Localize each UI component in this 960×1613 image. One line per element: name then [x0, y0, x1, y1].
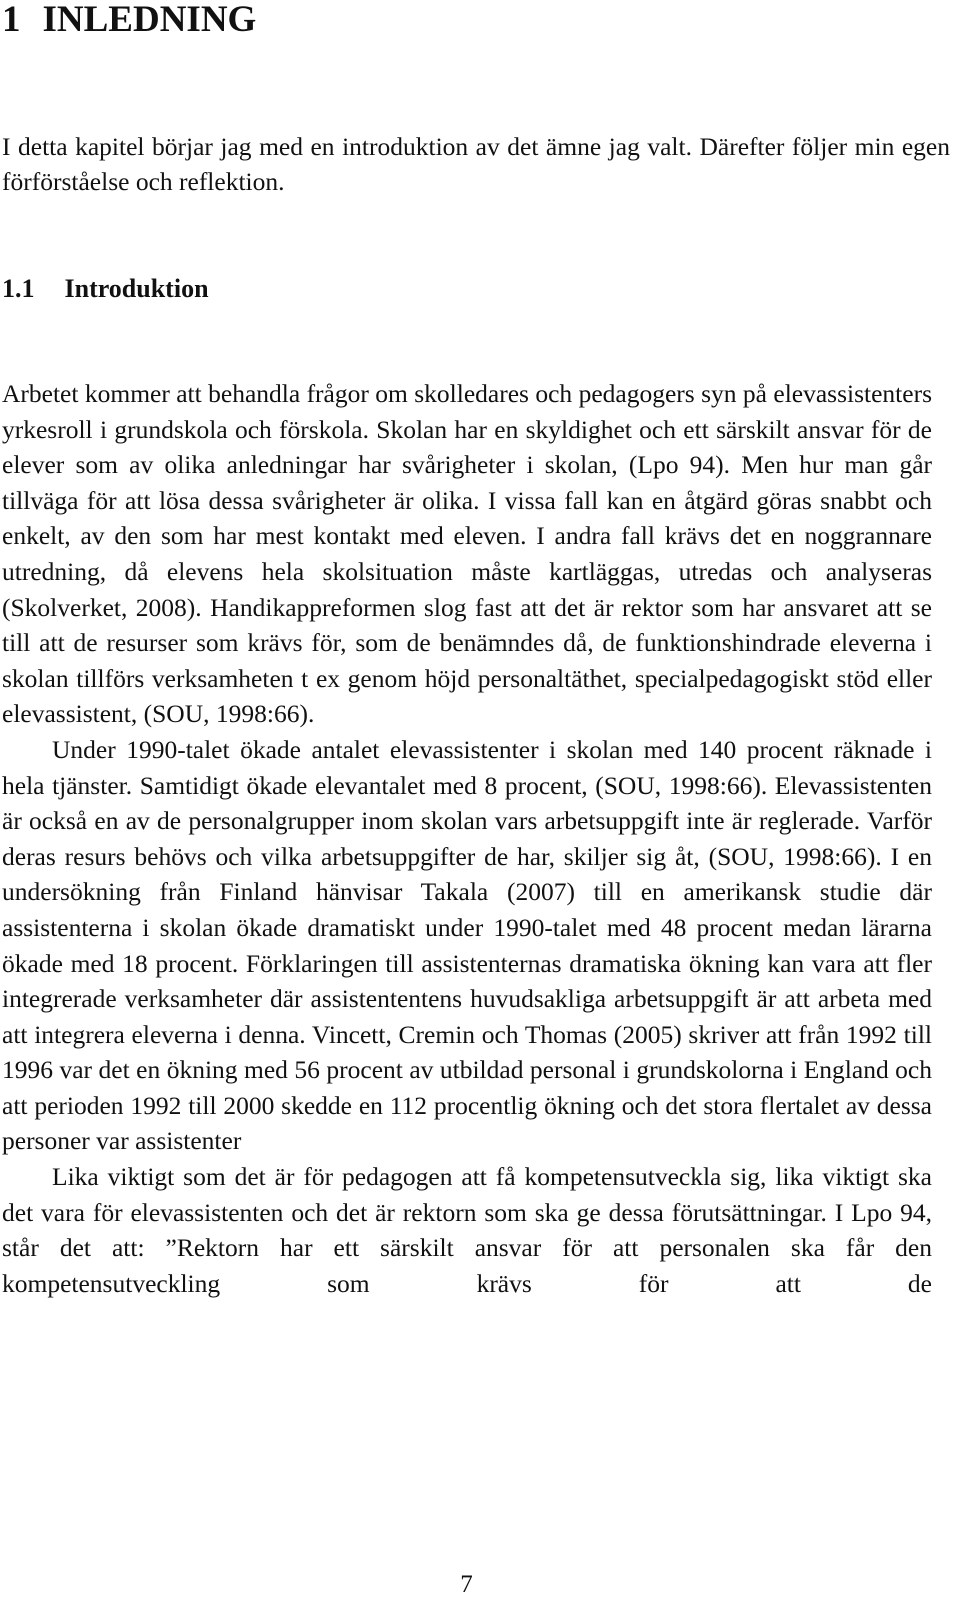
- intro-paragraph: I detta kapitel börjar jag med en introduktion av det ämne jag valt. Därefter följer min egen förförståelse och reflektion.: [2, 132, 950, 196]
- section-heading: [2, 272, 209, 306]
- body-paragraph-2: Under 1990-talet ökade antalet elevassistenter i skolan med 140 procent räknade i hela tjänster. Samtidigt ökade elevantalet med 8 procent, (SOU, 1998:66). Elevassistenten är också en av de personalgrupper inom skolan vars arbetsuppgift inte är reglerade. Varför deras resurs behövs och vilka arbetsuppgifter de har, skiljer sig åt, (SOU, 1998:66). I en undersökning från Finland hänvisar Takala (2007) till en amerikansk studie där assistenterna i skolan ökade dramatiskt under 1990-talet med 48 procent medan lärarna ökade med 18 procent. Förklaringen till assistenternas dramatiska ökning kan vara att fler integrerade verksamheter där assistententens huvudsakliga arbetsuppgift är att arbeta med att integrera eleverna i denna. Vincett, Cremin och Thomas (2005) skriver att från 1992 till 1996 var det en ökning med 56 procent av utbildad personal i grundskolorna i England och att perioden 1992 till 2000 skedde en 112 procentlig ökning och det stora flertalet av dessa personer var assistenter: [2, 734, 932, 1156]
- section-body: [2, 376, 932, 1301]
- section-number: 1.1: [2, 274, 35, 303]
- body-paragraph-1: Arbetet kommer att behandla frågor om skolledares och pedagogers syn på elevassistenters yrkesroll i grundskola och förskola. Skolan har en skyldighet och ett särskilt ansvar för de elever som av olika anledningar har svårigheter i skolan, (Lpo 94). Men hur man går tillväga för att lösa dessa svårigheter är olika. I vissa fall kan en åtgärd göras snabbt och enkelt, av den som har mest kontakt med eleven. I andra fall krävs det en noggrannare utredning, då elevens hela skolsituation måste kartläggas, utredas och analyseras (Skolverket, 2008). Handikappreformen slog fast att det är rektor som har ansvaret att se till att de resurser som krävs för, som de benämndes då, de funktionshindrade eleverna i skolan tillförs verksamheten t ex genom höjd personaltäthet, specialpedagogiskt stöd eller elevassistent, (SOU, 1998:66).: [2, 379, 932, 729]
- page-number: 7: [460, 1571, 473, 1598]
- body-paragraph-3: Lika viktigt som det är för pedagogen att få kompetensutveckla sig, lika viktigt ska det vara för elevassistenten och det är rektorn som ska ge dessa förutsättningar. I Lpo 94, står det att: ”Rektorn har ett särskilt ansvar för att personalen ska får den kompetensutveckling som krävs för att de: [2, 1162, 932, 1298]
- chapter-number: 1: [2, 0, 21, 40]
- chapter-title: INLEDNING: [42, 0, 257, 40]
- section-title: Introduktion: [64, 274, 209, 303]
- chapter-heading: [2, 0, 256, 40]
